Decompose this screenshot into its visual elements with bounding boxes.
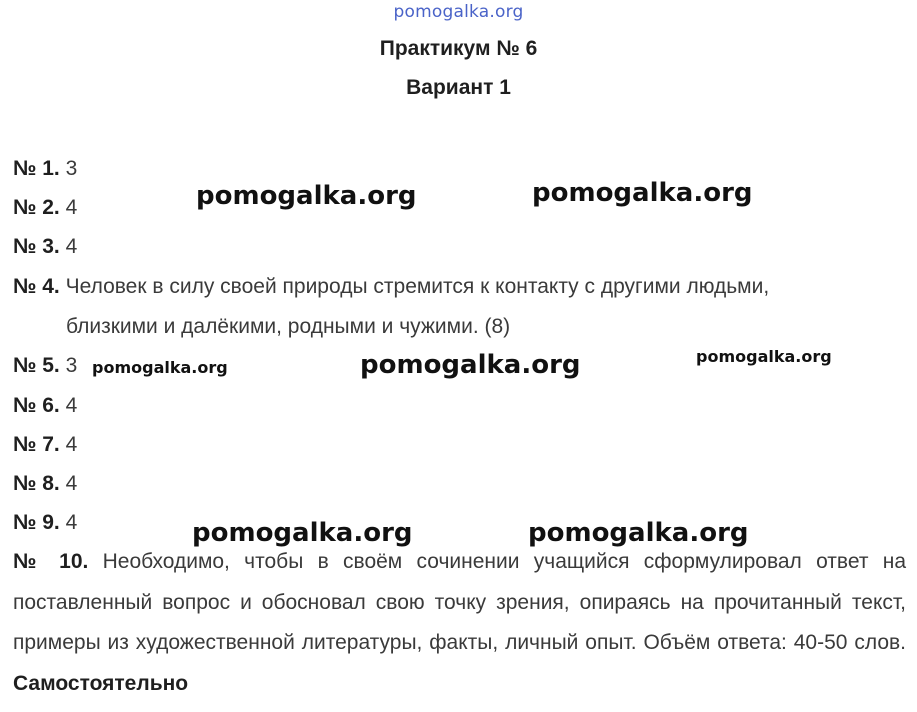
watermark: pomogalka.org xyxy=(196,181,417,211)
answer-text: 4 xyxy=(65,235,78,258)
variant-title: Вариант 1 xyxy=(406,76,511,99)
answer-text: 4 xyxy=(65,433,78,456)
answer-item xyxy=(13,432,77,458)
answer-item xyxy=(13,234,77,260)
answer-text: 3 xyxy=(65,354,78,377)
answer-number: № 5. xyxy=(13,354,60,377)
watermark: pomogalka.org xyxy=(360,350,581,380)
answer-text: 4 xyxy=(65,394,78,417)
answer-number: № 10. xyxy=(13,550,89,573)
answer-number: № 3. xyxy=(13,235,60,258)
answer-item-long xyxy=(13,542,906,704)
answer-number: № 2. xyxy=(13,196,60,219)
answer-text: 4 xyxy=(65,472,78,495)
watermark: pomogalka.org xyxy=(528,518,749,548)
site-watermark-top: pomogalka.org xyxy=(393,2,524,22)
watermark: pomogalka.org xyxy=(192,518,413,548)
watermark: pomogalka.org xyxy=(696,347,832,366)
answer-number: № 1. xyxy=(13,157,60,180)
answer-text: 4 xyxy=(65,511,78,534)
answer-number: № 4. xyxy=(13,275,60,298)
answer-text: 4 xyxy=(65,196,78,219)
answer-item xyxy=(13,274,769,300)
answer-item xyxy=(13,353,77,379)
answer-text: Человек в силу своей природы стремится к контакту с другими людьми, xyxy=(65,275,770,298)
answer-item xyxy=(13,393,77,419)
answer-number: № 9. xyxy=(13,511,60,534)
answer-text: Необходимо, чтобы в своём сочинении учащийся сформулировал ответ на поставленный вопрос и обосновал свою точку зрения, опираясь на прочитанный текст, примеры из художественной литературы, факты, личный опыт. Объём ответа: 40-50 слов. xyxy=(13,550,907,654)
answer-item xyxy=(13,510,77,536)
answer-text: 3 xyxy=(65,157,78,180)
watermark: pomogalka.org xyxy=(92,358,228,377)
answer-number: № 7. xyxy=(13,433,60,456)
answer-continuation xyxy=(66,314,510,340)
answer-text-continuation: близкими и далёкими, родными и чужими. (8) xyxy=(66,315,511,338)
page-title: Практикум № 6 xyxy=(379,37,538,60)
answer-number: № 8. xyxy=(13,472,60,495)
answer-item xyxy=(13,156,77,182)
answer-item xyxy=(13,195,77,221)
watermark: pomogalka.org xyxy=(532,178,753,208)
answer-number: № 6. xyxy=(13,394,60,417)
answer-item xyxy=(13,471,77,497)
answer-emphasis: Самостоятельно xyxy=(13,671,189,695)
